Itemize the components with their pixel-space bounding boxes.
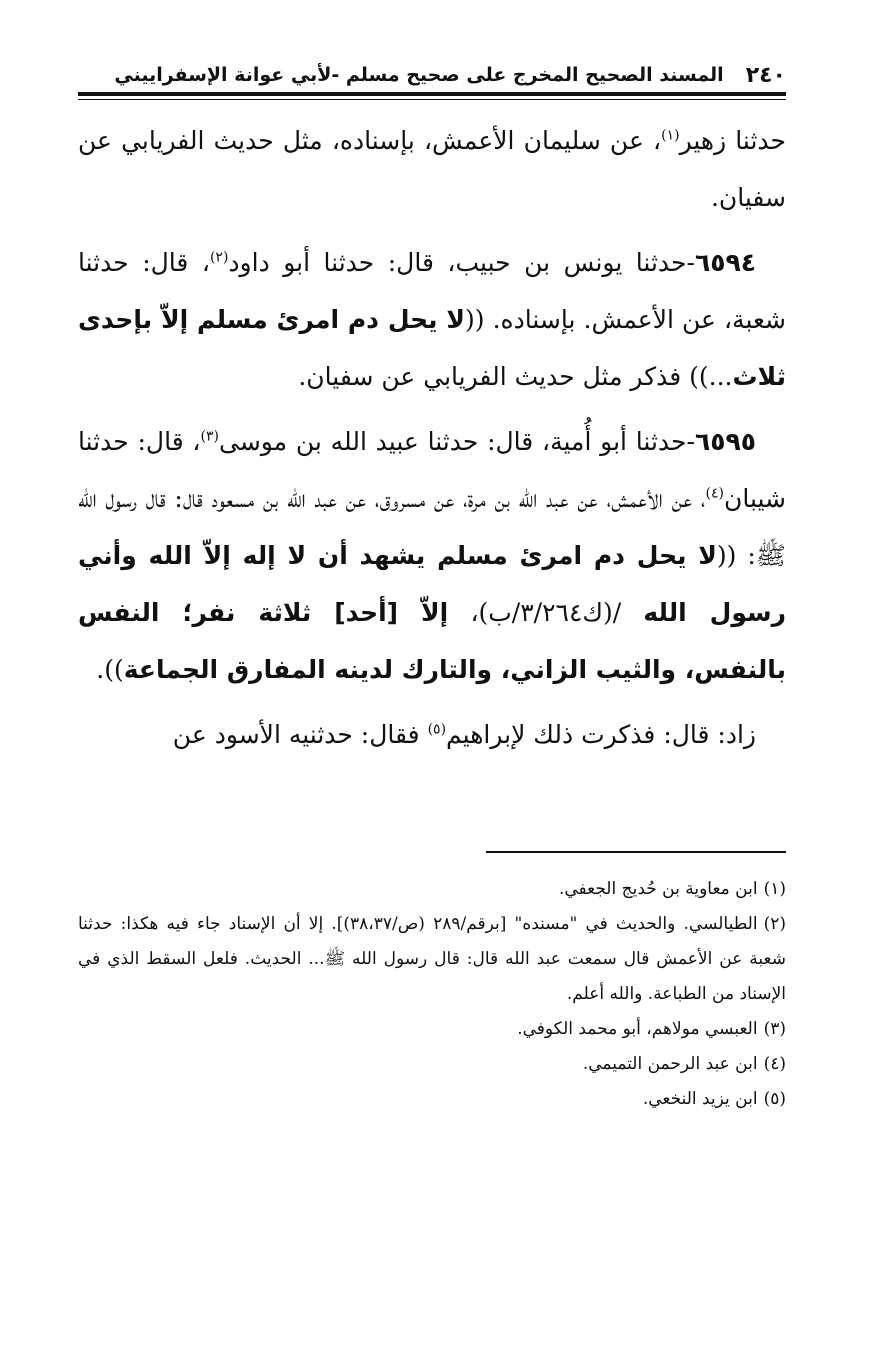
- text-run: ، عن الأعمش، عن عبد الله بن مرة، عن مسروق، عن عبد الله بن مسعود قال: قال رسول الله ﷺ: ((: [78, 484, 786, 570]
- footnote-marker: (٤): [763, 1054, 786, 1074]
- hadith-paragraph-6594: [78, 234, 786, 405]
- hadith-paragraph-6595: [78, 413, 786, 698]
- footnotes: [78, 872, 786, 1117]
- footnote-marker: (٢): [763, 914, 786, 934]
- main-text: [78, 112, 786, 763]
- hadith-text: إلاّ [أحد] ثلاثة نفر؛ النفس بالنفس، والثيب الزاني، والتارك لدينه المفارق الجماعة: [78, 598, 786, 684]
- footnote-marker: (٣): [763, 1019, 786, 1039]
- text-run: )).: [96, 655, 124, 684]
- footnote-marker: (٥): [763, 1089, 786, 1109]
- text-run: -حدثنا يونس بن حبيب، قال: حدثنا أبو داود: [228, 248, 695, 277]
- footnote-ref: (٣): [200, 428, 219, 445]
- hadith-number: ٦٥٩٤: [694, 248, 756, 277]
- footnote-text: ابن عبد الرحمن التميمي.: [582, 1054, 758, 1074]
- page-header: [78, 58, 786, 92]
- footnote: [78, 907, 786, 1012]
- footnote: [78, 1082, 786, 1117]
- footnote-marker: (١): [763, 879, 786, 899]
- footnote-text: الطيالسي. والحديث في "مسنده" [برقم/٢٨٩ (ص/٣٨،٣٧)]. إلا أن الإسناد جاء فيه هكذا: حدثنا شعبة عن الأعمش قال سمعت عبد الله قال: قال رسول الله ﷺ... الحديث. فلعل السقط الذي في الإسناد من الطباعة. والله أعلم.: [78, 914, 786, 1004]
- text-run: ، عن سليمان الأعمش، بإسناده، مثل حديث الفريابي عن سفيان.: [78, 126, 786, 212]
- footnote-separator: [486, 851, 786, 853]
- text-run: ، قال: حدثنا شيبان: [78, 427, 786, 513]
- header-rule-thick: [78, 92, 786, 96]
- paragraph-continuation: [78, 112, 786, 226]
- footnote: [78, 1012, 786, 1047]
- text-run: ، قال: حدثنا شعبة، عن الأعمش. بإسناده. ((: [78, 248, 786, 334]
- page-number: ٢٤٠: [745, 62, 786, 88]
- footnote-text: ابن معاوية بن حُديج الجعفي.: [558, 879, 758, 899]
- footnote: [78, 1047, 786, 1082]
- hadith-text: لا يحل دم امرئ مسلم إلاّ بإحدى ثلاث: [78, 305, 786, 391]
- footnote-ref: (٢): [209, 249, 229, 266]
- text-run: -حدثنا أبو أُمية، قال: حدثنا عبيد الله بن موسى: [218, 427, 695, 456]
- footnote: [78, 872, 786, 907]
- hadith-text: لا يحل دم امرئ مسلم يشهد أن لا إله إلاّ الله وأني رسول الله: [78, 541, 786, 627]
- text-run: حدثنا زهير: [679, 126, 786, 155]
- addition-paragraph: [78, 706, 786, 763]
- hadith-number: ٦٥٩٥: [694, 427, 756, 456]
- footnote-text: العبسي مولاهم، أبو محمد الكوفي.: [517, 1019, 758, 1039]
- footnote-text: ابن يزيد النخعي.: [642, 1089, 758, 1109]
- footnote-ref: (٤): [705, 485, 724, 502]
- header-rule-thin: [78, 99, 786, 100]
- footnote-ref: (١): [661, 127, 680, 144]
- footnote-ref: (٥): [427, 721, 447, 738]
- text-run: زاد: قال: فذكرت ذلك لإبراهيم: [446, 720, 756, 749]
- text-run: ...)) فذكر مثل حديث الفريابي عن سفيان.: [298, 362, 733, 391]
- text-run: فقال: حدثنيه الأسود عن: [172, 720, 428, 749]
- text-run: /(ك٣/٢٦٤/ب)،: [448, 598, 644, 627]
- running-title: المسند الصحيح المخرج على صحيح مسلم -لأبي عوانة الإسفراييني: [114, 64, 724, 86]
